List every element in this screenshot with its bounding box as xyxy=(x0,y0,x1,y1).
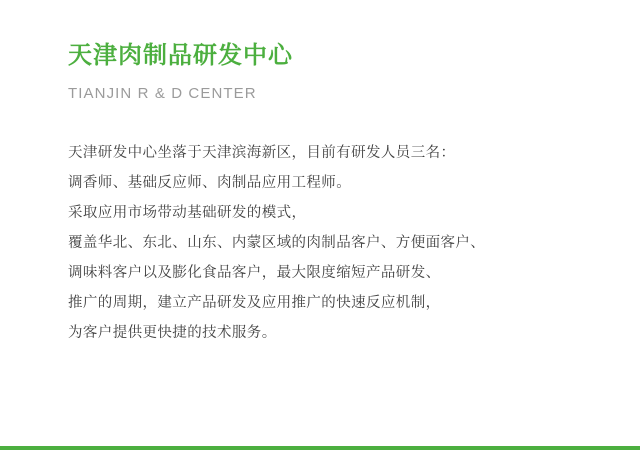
body-paragraph xyxy=(68,138,600,348)
body-line: 为客户提供更快捷的技术服务。 xyxy=(68,324,277,341)
body-line: 调味料客户以及膨化食品客户，最大限度缩短产品研发、 xyxy=(68,264,441,281)
body-line: 推广的周期，建立产品研发及应用推广的快速反应机制， xyxy=(68,294,441,311)
body-line: 调香师、基础反应师、肉制品应用工程师。 xyxy=(68,174,352,191)
body-line: 覆盖华北、东北、山东、内蒙区域的肉制品客户、方便面客户、 xyxy=(68,234,486,251)
page-subtitle: TIANJIN R & D CENTER xyxy=(68,84,257,102)
content-block xyxy=(68,42,600,348)
body-line: 天津研发中心坐落于天津滨海新区，目前有研发人员三名： xyxy=(68,144,456,161)
page-title: 天津肉制品研发中心 xyxy=(68,42,293,69)
footer-divider xyxy=(0,446,640,450)
body-line: 采取应用市场带动基础研发的模式， xyxy=(68,204,307,221)
